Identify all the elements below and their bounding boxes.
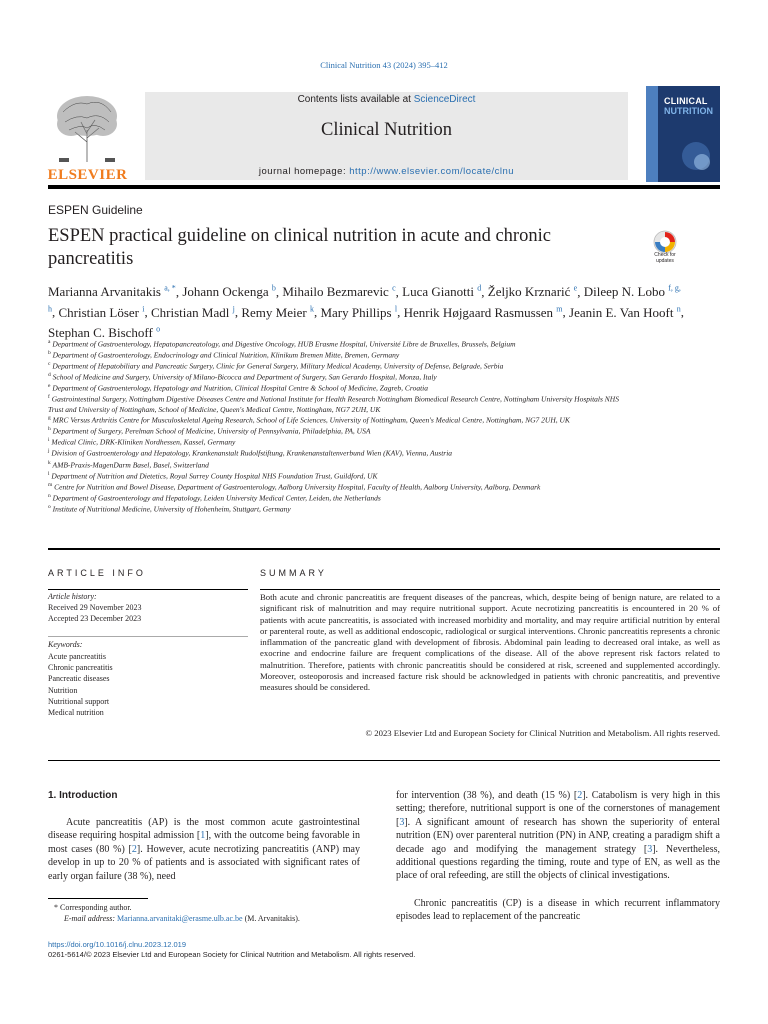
affiliation-marker: j	[48, 448, 50, 455]
affiliation-text: Department of Hepatobiliary and Pancreatic Surgery, Clinic for General Surgery, Military Medical Academy, University of Defense, Belgrade, Serbia	[52, 361, 504, 371]
affiliation-marker: i	[48, 437, 50, 444]
text-run: for intervention (38 %), and death (15 %) [	[396, 790, 578, 801]
contents-line	[145, 94, 628, 105]
intro-paragraph-1-cont	[396, 789, 720, 883]
author-affiliation-marker[interactable]: n	[676, 304, 681, 314]
author-list: Marianna Arvanitakis $^{a, *}$, Johann Ockenga $^b$, Mihailo Bezmarevic $^c$, Luca Gianotti $^d$, Željko Krznarić $^e$, Dileep N. Lobo $^{f, g, h}$, Christian Löser $^i$, Christian Madl $^j$, Remy Meier $^k$, Mary Phillips $^l$, Henrik Højgaard Rasmussen $^m$, Jeanin E. Van Hooft $^n$, Stephan C. Bischoff $^o$	[48, 284, 684, 340]
cover-title-line1: CLINICAL	[664, 96, 708, 106]
summary-rule	[260, 589, 720, 590]
affiliation-marker: f	[48, 394, 50, 401]
publisher-wordmark: ELSEVIER	[47, 167, 128, 183]
section-rule	[48, 548, 720, 550]
contents-prefix: Contents lists available at	[297, 94, 414, 105]
header-rule	[48, 185, 720, 189]
affiliation-text: School of Medicine and Surgery, University of Milano-Bicocca and Department of Surgery, San Gerardo Hospital, Monza, Italy	[52, 372, 437, 382]
author-affiliation-marker[interactable]: i	[142, 304, 145, 314]
affiliation-marker: e	[48, 383, 51, 390]
author-name: Jeanin E. Van Hooft	[569, 304, 674, 320]
author[interactable]	[404, 305, 563, 320]
tree-icon	[45, 92, 130, 164]
author-name: Remy Meier	[241, 304, 307, 320]
author-name: Christian Löser	[58, 304, 140, 320]
affiliation-text: Department of Gastroenterology, Endocrinology and Clinical Nutrition, Klinikum Bremen Mitte, Bremen, Germany	[52, 350, 400, 360]
affiliation-marker: c	[48, 361, 51, 368]
author-name: Željko Krznarić	[487, 284, 571, 300]
affiliation-marker: g	[48, 415, 51, 422]
affiliation-text: Medical Clinic, DRK-Kliniken Nordhessen, Kassel, Germany	[51, 437, 236, 447]
author-name: Mary Phillips	[320, 304, 392, 320]
summary-copyright: © 2023 Elsevier Ltd and European Society for Clinical Nutrition and Metabolism. All rights reserved.	[365, 728, 720, 738]
cover-title-line2: NUTRITION	[664, 106, 713, 116]
affiliation-marker: b	[48, 350, 51, 357]
author-name: Dileep N. Lobo	[583, 284, 665, 300]
affiliation-text: Institute of Nutritional Medicine, University of Hohenheim, Stuttgart, Germany	[52, 504, 291, 514]
author[interactable]	[182, 284, 276, 299]
article-info-heading: ARTICLE INFO	[48, 568, 146, 578]
affiliation	[48, 492, 628, 503]
affiliation-text: Centre for Nutrition and Bowel Disease, Department of Gastroenterology, Aalborg University Hospital, Faculty of Health, Aalborg University, Aalborg, Denmark	[54, 482, 541, 492]
journal-homepage	[145, 166, 628, 177]
keyword: Chronic pancreatitis	[48, 663, 113, 673]
author[interactable]	[48, 284, 176, 299]
citation-link[interactable]: 3	[399, 816, 405, 828]
affiliation-text: Department of Gastroenterology and Hepatology, Leiden University Medical Center, Leiden, the Netherlands	[52, 493, 381, 503]
cover-strip	[646, 86, 658, 182]
summary-text: Both acute and chronic pancreatitis are frequent diseases of the pancreas, which, despite being of benign nature, are related to a significant risk of malnutrition and may require nutritional support. Acute necrotizing pancreatitis is encountered in 20 % of patients with acute pancreatitis, is associated with increased morbidity and mortality, and may require artificial nutrition by enteral or parenteral route, as well as additional endoscopic, radiological or surgical interventions. Chronic pancreatitis represents a chronic inflammation of the pancreatic gland with development of fibrosis. Abdominal pain leading to decreased oral intake, as well as exocrine and endocrine failure are frequent complications of the disease. All of the above represent risk factors related to malnutrition. Therefore, patients with chronic pancreatitis should be considered at risk, screened and supplemented accordingly. Moreover, osteoporosis and increased facture risk should be acknowledged in patients with chronic pancreatitis, and preventive measures should be considered.	[260, 592, 720, 693]
author-affiliation-marker[interactable]: k	[309, 304, 314, 314]
article-type: ESPEN Guideline	[48, 203, 143, 217]
keywords-rule	[48, 636, 248, 637]
affiliation-text: Department of Surgery, Perelman School of Medicine, University of Pennsylvania, Philadelphia, PA, USA	[52, 426, 371, 436]
author-name: Johann Ockenga	[182, 284, 269, 300]
text-run: ], with the outcome being favorable in most cases (80 %) [	[48, 830, 360, 855]
affiliation-text: Division of Gastroenterology and Hepatology, Krankenanstalt Rudolfstiftung, Krankenanstaltenverbund Wien (KAV), Vienna, Austria	[51, 448, 453, 458]
affiliation-marker: d	[48, 372, 51, 379]
journal-reference[interactable]: Clinical Nutrition 43 (2024) 395–412	[320, 60, 448, 70]
author-name: Mihailo Bezmarevic	[282, 284, 389, 300]
corresponding-author-note: * Corresponding author.	[54, 903, 132, 912]
article-info-rule	[48, 589, 248, 590]
author-affiliation-marker[interactable]: b	[271, 284, 276, 293]
citation-link[interactable]: 1	[200, 830, 206, 842]
affiliation-marker: k	[48, 459, 51, 466]
author[interactable]	[402, 284, 481, 299]
cover-graphic-icon	[676, 136, 716, 176]
author[interactable]	[59, 305, 145, 320]
author-affiliation-marker[interactable]: d	[477, 284, 482, 293]
journal-title: Clinical Nutrition	[320, 120, 453, 140]
author-affiliation-marker[interactable]: a, *	[164, 284, 176, 293]
citation-link[interactable]: 3	[647, 843, 653, 855]
affiliation	[48, 447, 628, 458]
author[interactable]	[488, 284, 577, 299]
article-title: ESPEN practical guideline on clinical nutrition in acute and chronic pancreatitis	[48, 226, 551, 269]
author[interactable]	[151, 305, 235, 320]
text-run: ]. However, acute necrotizing pancreatitis (ANP) may develop in up to 20 % of patients and is associated with significant rates of early organ failure (38 %), need	[48, 843, 360, 882]
citation-link[interactable]: 2	[131, 843, 137, 855]
affiliation-text: Department of Gastroenterology, Hepatology and Nutrition, Clinical Hospital Centre & School of Medicine, Zagreb, Croatia	[52, 383, 428, 393]
affiliation-marker: n	[48, 492, 51, 499]
author-affiliation-marker[interactable]: c	[392, 284, 396, 293]
affiliation-marker: m	[48, 481, 53, 488]
email-suffix: (M. Arvanitakis).	[242, 914, 300, 923]
crossmark-icon	[646, 230, 684, 254]
affiliation-text: AMB-Praxis-MagenDarm Basel, Basel, Switzerland	[52, 460, 209, 470]
homepage-link[interactable]: http://www.elsevier.com/locate/clnu	[349, 166, 515, 177]
email-link[interactable]: Marianna.arvanitaki@erasme.ulb.ac.be	[117, 914, 243, 923]
author-affiliation-marker[interactable]: j	[232, 304, 235, 314]
author-name: Stephan C. Bischoff	[48, 324, 153, 340]
affiliation	[48, 414, 628, 425]
journal-cover-thumbnail[interactable]	[646, 86, 720, 182]
author-name: Luca Gianotti	[402, 284, 474, 300]
author[interactable]	[241, 305, 314, 320]
affiliation	[48, 338, 628, 349]
issn-line: 0261-5614/© 2023 Elsevier Ltd and European Society for Clinical Nutrition and Metabolism. All rights reserved.	[48, 950, 416, 959]
keyword: Nutritional support	[48, 696, 110, 706]
affiliation-text: MRC Versus Arthritis Centre for Musculoskeletal Ageing Research, School of Life Sciences, University of Nottingham, Queen's Medical Centre, Nottingham, NG7 2UH, UK	[52, 415, 570, 425]
author-affiliation-marker[interactable]: e	[573, 284, 578, 293]
keyword: Acute pancreatitis	[48, 652, 106, 661]
homepage-prefix: journal homepage:	[258, 166, 350, 177]
intro-paragraph-2: Chronic pancreatitis (CP) is a disease in which recurrent inflammatory episodes lead to replacement of the pancreatic	[396, 898, 720, 923]
affiliation-list	[48, 338, 628, 514]
affiliation-marker: l	[48, 470, 50, 477]
affiliation-text: Department of Gastroenterology, Hepatopancreatology, and Digestive Oncology, HUB Erasme Hospital, Université Libre de Bruxelles, Brussels, Belgium	[52, 339, 516, 349]
author-affiliation-marker[interactable]: l	[394, 304, 398, 314]
text-run: Acute pancreatitis (AP) is the most common acute gastrointestinal disease requiring hospital admission [	[48, 817, 360, 842]
keyword: Nutrition	[48, 685, 78, 695]
affiliation	[48, 470, 628, 481]
affiliation-text: Gastrointestinal Surgery, Nottingham Digestive Diseases Centre and National Institute for Health Research Nottingham Biomedical Research Centre, Nottingham University Hospitals NHS Trust and University of Nottingham, School of Medicine, Queen's Medical Centre, Nottingham, NG7 2UH, UK	[48, 394, 619, 414]
affiliation-text: Department of Nutrition and Dietetics, Royal Surrey County Hospital NHS Foundation Trust, Guildford, UK	[51, 471, 378, 481]
text-run: ]. Nevertheless, additional questions regarding the timing, route and type of EN, as well as the place of oral refeeding, are still the objects of clinical investigations.	[396, 843, 720, 882]
email-label: E-mail address:	[64, 914, 118, 923]
author-affiliation-marker[interactable]: o	[156, 324, 161, 334]
author-name: Marianna Arvanitakis	[48, 284, 161, 300]
section-1-title: 1. Introduction	[48, 790, 118, 801]
email-footnote	[64, 914, 300, 923]
affiliation	[48, 382, 628, 393]
affiliation	[48, 459, 628, 470]
author[interactable]	[569, 305, 681, 320]
intro-paragraph-1	[48, 816, 360, 883]
check-for-updates-label: Check for updates	[654, 252, 676, 264]
affiliation-marker: h	[48, 426, 51, 433]
affiliation-marker: a	[48, 339, 51, 345]
text-run: ]. Catabolism is very high in this setting; therefore, nutritional support is one of the cornerstones of management [	[396, 790, 721, 828]
sciencedirect-link[interactable]: ScienceDirect	[413, 94, 476, 105]
footnote-rule	[48, 898, 148, 899]
affiliation	[48, 360, 628, 371]
author-affiliation-marker[interactable]: f, g, h	[48, 284, 681, 314]
affiliation	[48, 481, 628, 492]
received-date: Received 29 November 2023	[48, 603, 142, 612]
author[interactable]	[282, 284, 395, 299]
affiliation	[48, 503, 628, 514]
author-affiliation-marker[interactable]: m	[556, 304, 563, 314]
history-label: Article history:	[48, 592, 97, 601]
summary-heading: SUMMARY	[260, 568, 327, 578]
text-run: ]. A significant amount of research has shown the superiority of enteral nutrition (EN) over parenteral nutrition (PN) in ANP, creating a paradigm shift a decade ago and modifying the management strategy [	[396, 816, 720, 855]
accepted-date: Accepted 23 December 2023	[48, 614, 142, 623]
author-name: Henrik Højgaard Rasmussen	[403, 304, 554, 320]
keyword: Medical nutrition	[48, 708, 104, 718]
affiliation-marker: o	[48, 503, 51, 510]
keyword-list	[48, 651, 113, 718]
affiliation	[48, 393, 628, 414]
author-name: Christian Madl	[151, 304, 230, 320]
keyword: Pancreatic diseases	[48, 674, 110, 684]
body-rule	[48, 760, 720, 761]
affiliation	[48, 371, 628, 382]
affiliation	[48, 425, 628, 436]
keywords-label: Keywords:	[48, 640, 83, 649]
citation-link[interactable]: 2	[577, 790, 583, 801]
doi-link[interactable]: https://doi.org/10.1016/j.clnu.2023.12.019	[48, 940, 187, 949]
affiliation	[48, 349, 628, 360]
affiliation	[48, 436, 628, 447]
author[interactable]	[320, 305, 397, 320]
